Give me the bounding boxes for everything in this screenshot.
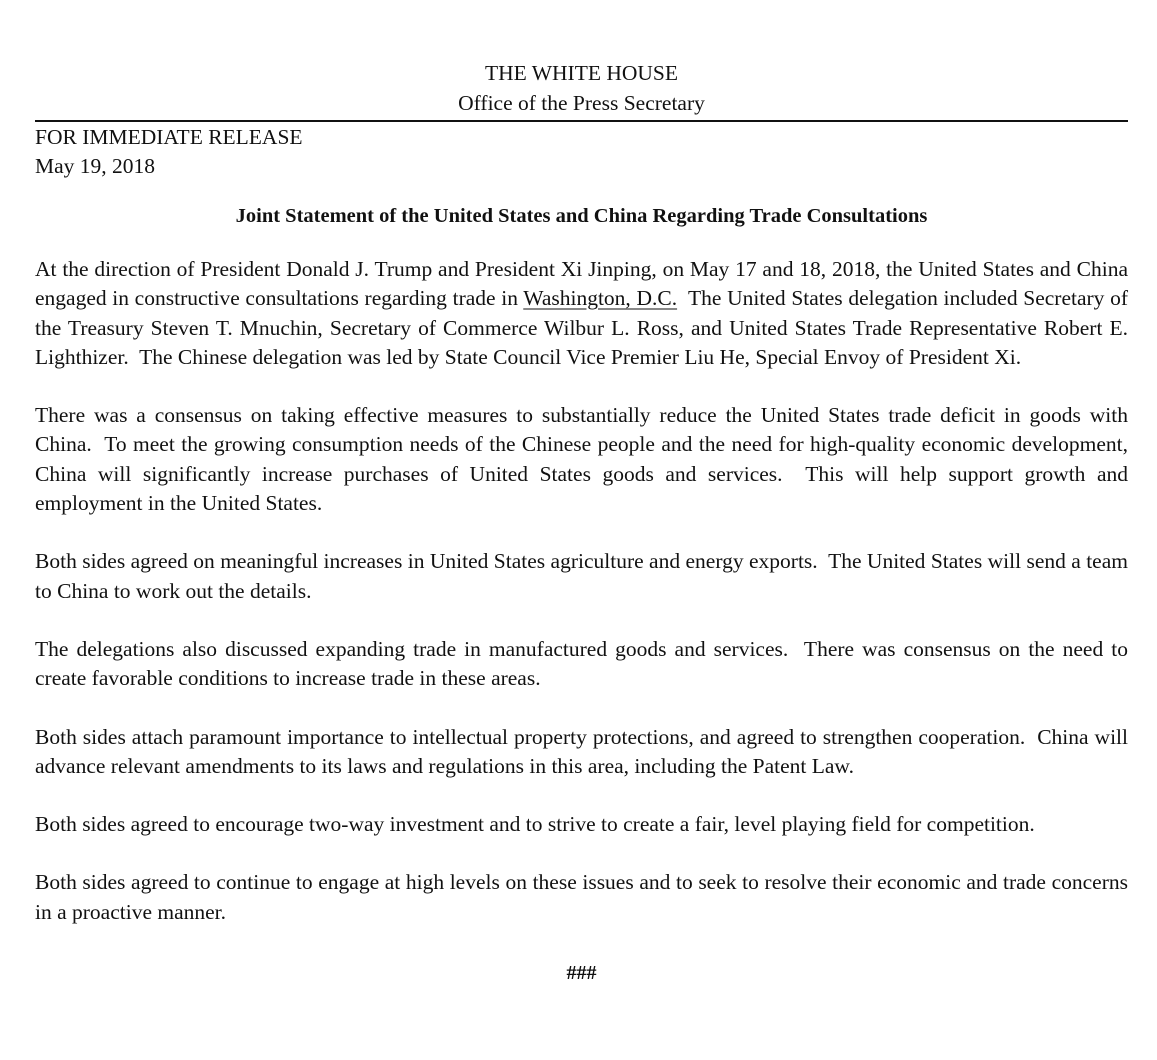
- paragraph-3: Both sides agreed on meaningful increases in United States agriculture and energy exports. The United States will send a team to China to work out the details.: [35, 549, 1128, 603]
- release-date: May 19, 2018: [35, 154, 156, 178]
- paragraph-1-start: At the direction of President Donald J. Trump and President Xi Jinping, on May 17 and 18, 2018, the United States and China engaged in constructive consultations regarding trade in: [35, 257, 1128, 311]
- paragraph-7: Both sides agreed to continue to engage at high levels on these issues and to seek to resolve their economic and trade concerns in a proactive manner.: [35, 870, 1128, 924]
- paragraph-2: There was a consensus on taking effective measures to substantially reduce the United States trade deficit in goods with China. To meet the growing consumption needs of the Chinese people and the need for high-quality economic development, China will significantly increase purchases of United States goods and services. This will help support growth and employment in the United States.: [35, 403, 1128, 516]
- release-label: FOR IMMEDIATE RELEASE: [35, 125, 303, 149]
- office-name: Office of the Press Secretary: [458, 91, 705, 115]
- paragraph-5: Both sides attach paramount importance to intellectual property protections, and agreed to strengthen cooperation. China will advance relevant amendments to its laws and regulations in this area, including the Patent Law.: [35, 724, 1128, 778]
- paragraph-4: The delegations also discussed expanding trade in manufactured goods and services. There was consensus on the need to create favorable conditions to increase trade in these areas.: [35, 636, 1128, 691]
- press-release-page: [35, 58, 1128, 988]
- letterhead: [35, 58, 1128, 118]
- place-link[interactable]: Washington, D.C.: [523, 286, 678, 311]
- paragraph-1: [35, 255, 1128, 372]
- paragraph-1-end: The United States delegation included Secretary of the Treasury Steven T. Mnuchin, Secretary of Commerce Wilbur L. Ross, and United States Trade Representative Robert E. Lighthizer. The Chinese delegation was led by State Council Vice Premier Liu He, Special Envoy of President Xi.: [35, 286, 1129, 369]
- header-divider: [35, 120, 1128, 122]
- paragraph-6: Both sides agreed to encourage two-way investment and to strive to create a fair, level playing field for competition.: [35, 812, 1035, 837]
- release-block: [35, 123, 1128, 181]
- org-name: THE WHITE HOUSE: [484, 61, 679, 85]
- document-title: Joint Statement of the United States and China Regarding Trade Consultations: [235, 205, 928, 227]
- end-mark: ###: [566, 962, 597, 985]
